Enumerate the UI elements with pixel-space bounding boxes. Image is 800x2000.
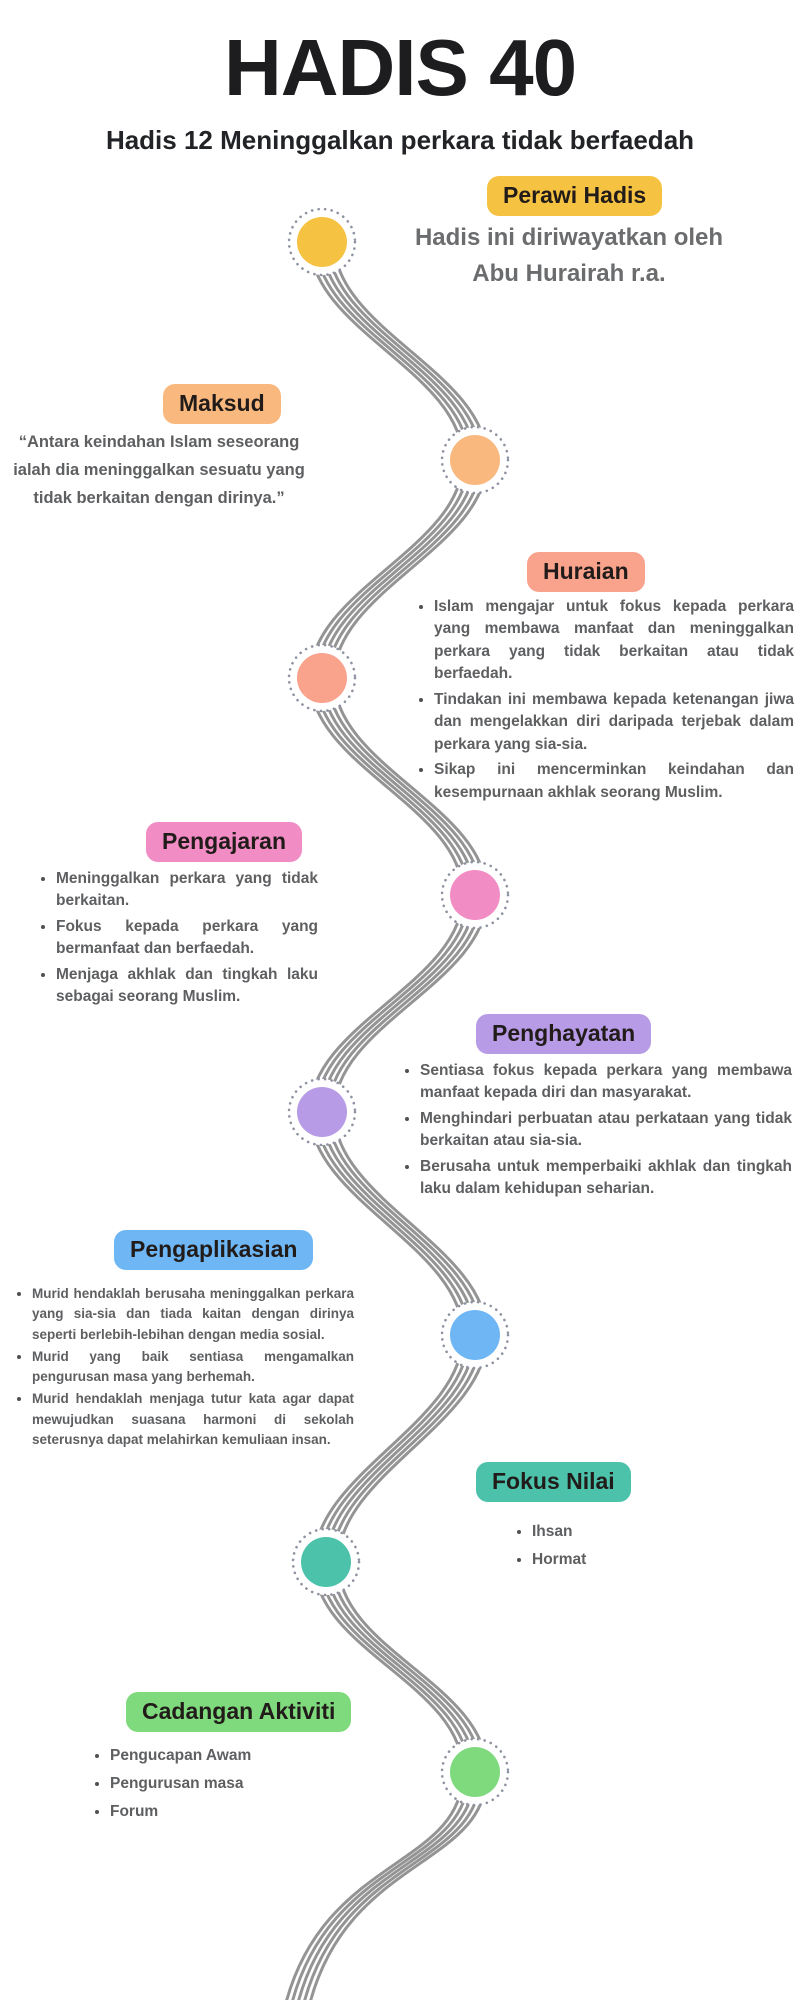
node-circle-pengaplikasian xyxy=(450,1310,500,1360)
node-circle-penghayatan xyxy=(297,1087,347,1137)
bullet-item: • Meninggalkan perkara yang tidak berkaitan. xyxy=(56,868,318,913)
bullet-item: • Sikap ini mencerminkan keindahan dan kesempurnaan akhlak seorang Muslim. xyxy=(434,759,794,804)
perawi-hadis-text: Hadis ini diriwayatkan oleh Abu Hurairah r.a. xyxy=(414,224,724,287)
pengajaran-bullet-list xyxy=(32,868,318,1012)
penghayatan-bullet-list xyxy=(396,1060,792,1204)
bullet-item: • Pengucapan Awam xyxy=(110,1744,370,1769)
fokus-nilai-bullet-list xyxy=(508,1520,732,1576)
bullet-item: • Hormat xyxy=(532,1548,732,1573)
section-label-pengaplikasian: Pengaplikasian xyxy=(114,1230,313,1270)
bullet-item: • Tindakan ini membawa kepada ketenangan jiwa dan mengelakkan diri daripada terjebak dalam perkara yang sia-sia. xyxy=(434,689,794,756)
bullet-item: • Islam mengajar untuk fokus kepada perkara yang membawa manfaat dan meninggalkan perkara yang tidak berkaitan atau tidak berfaedah. xyxy=(434,596,794,686)
bullet-item: • Berusaha untuk memperbaiki akhlak dan tingkah laku dalam kehidupan seharian. xyxy=(420,1156,792,1201)
node-circle-huraian xyxy=(297,653,347,703)
page-title: HADIS 40 xyxy=(223,23,577,112)
node-circle-perawi xyxy=(297,217,347,267)
bullet-item: • Murid yang baik sentiasa mengamalkan pengurusan masa yang berhemah. xyxy=(32,1347,354,1388)
node-circle-pengajaran xyxy=(450,870,500,920)
cadangan-aktiviti-bullet-list xyxy=(86,1744,370,1827)
pengaplikasian-bullet-list xyxy=(8,1284,354,1452)
page-subtitle: Hadis 12 Meninggalkan perkara tidak berfaedah xyxy=(105,125,695,155)
section-label-penghayatan: Penghayatan xyxy=(476,1014,651,1054)
node-circle-cadangan xyxy=(450,1747,500,1797)
section-label-fokus-nilai: Fokus Nilai xyxy=(476,1462,631,1502)
bullet-item: • Forum xyxy=(110,1800,370,1825)
bullet-item: • Fokus kepada perkara yang bermanfaat dan berfaedah. xyxy=(56,916,318,961)
bullet-item: • Pengurusan masa xyxy=(110,1772,370,1797)
section-label-huraian: Huraian xyxy=(527,552,645,592)
section-label-perawi-hadis: Perawi Hadis xyxy=(487,176,662,216)
node-circle-fokus-nilai xyxy=(301,1537,351,1587)
bullet-item: • Ihsan xyxy=(532,1520,732,1545)
node-circle-maksud xyxy=(450,435,500,485)
section-label-maksud: Maksud xyxy=(163,384,281,424)
bullet-item: • Menjaga akhlak dan tingkah laku sebagai seorang Muslim. xyxy=(56,964,318,1009)
section-label-pengajaran: Pengajaran xyxy=(146,822,302,862)
bullet-item: • Sentiasa fokus kepada perkara yang membawa manfaat kepada diri dan masyarakat. xyxy=(420,1060,792,1105)
maksud-quote-text: “Antara keindahan Islam seseorang ialah dia meninggalkan sesuatu yang tidak berkaitan dengan dirinya.” xyxy=(13,433,305,508)
bullet-item: • Murid hendaklah menjaga tutur kata agar dapat mewujudkan suasana harmoni di sekolah seterusnya dapat melahirkan kemuliaan insan. xyxy=(32,1389,354,1450)
bullet-item: • Menghindari perbuatan atau perkataan yang tidak berkaitan atau sia-sia. xyxy=(420,1108,792,1153)
huraian-bullet-list xyxy=(410,596,794,807)
bullet-item: • Murid hendaklah berusaha meninggalkan perkara yang sia-sia dan tiada kaitan dengan dirinya seperti berlebih-lebihan dengan media sosial. xyxy=(32,1284,354,1345)
section-label-cadangan-aktiviti: Cadangan Aktiviti xyxy=(126,1692,351,1732)
